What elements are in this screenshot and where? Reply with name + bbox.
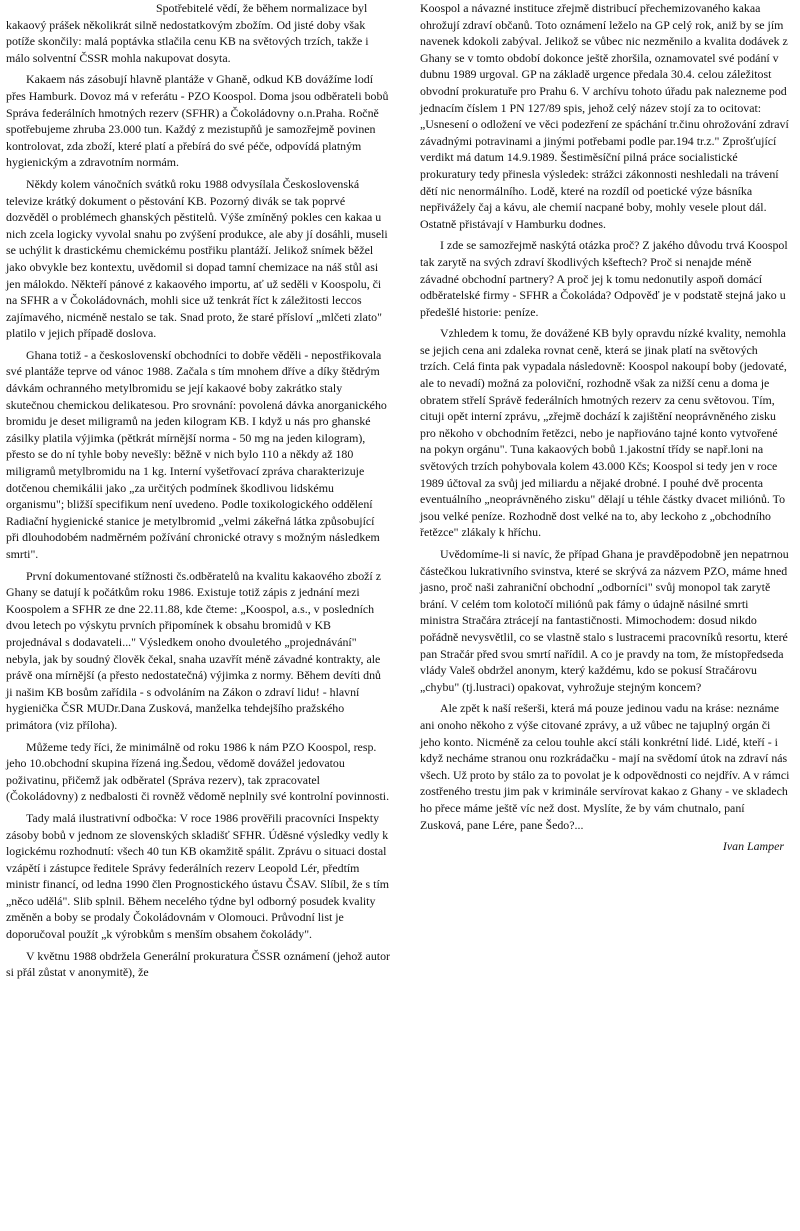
paragraph: Koospol a návazné instituce zřejmě distribucí přechemizovaného kakaa ohrožují zdraví občanů. Toto oznámení leželo na GP celý rok, aniž by se jím navenek kdokoli zabýval. Jelikož se vůbec nic nezměnilo a kvalita dodávek z Ghany se v tomto období dokonce ještě zhoršila, oznamovatel své podání v dubnu 1989 urgoval. GP na základě urgence předala 30.4. celou záležitost obvodní prokuratuře pro Prahu 6. V archívu tohoto úřadu pak nalezneme pod jednacím číslem 1 PN 127/89 spis, jehož celý název stojí za to ocitovat: „Usnesení o odložení ve věci podezření ze spáchání tr.činu ohrožování zdraví závadnými potravinami a jinými potřebami podle par.194 tr.z." Zprošťující verdikt má datum 14.9.1989. Šestiměsíční pilná práce socialistické prokuratury tedy přinesla výsledek: strážci zákonnosti neshledali na trávení dětí nic nenormálního. Lodě, které na rozdíl od poetické výze básníka nepřivážely čaj a kávu, ale chemií nacpané boby, mohly vesele plout dál. Ostatně přistávají v Hamburku dodnes. [420, 1, 789, 231]
right-column [420, 0, 794, 855]
paragraph: Můžeme tedy říci, že minimálně od roku 1986 k nám PZO Koospol, resp. jeho 10.obchodní skupina řízená ing.Šedou, vědomě dovážel jedovatou poživatinu, přičemž jak odběratel (Správa rezerv), tak zpracovatel (Čokoládovny) z nedbalosti či rovněž vědomě neplnily své kontrolní povinnosti. [6, 739, 390, 804]
paragraph: Uvědomíme-li si navíc, že případ Ghana je pravděpodobně jen nepatrnou částečkou lukrativního svinstva, které se skrývá za názvem PZO, máme hned jasno, proč naši zahraniční obchodní „odborníci" svůj monopol tak zarytě brání. V celém tom kolotočí miliónů pak fámy o údajně násilné smrti ministra Stračára ztrácejí na fantastičnosti. Mimochodem: dosud nikdo pořádně nevysvětlil, co se vlastně stalo s lustracemi pracovníků resortu, které pan Stračár před svou smrtí nařídil. A co je pravdy na tom, že místopředseda vlády Valeš obdržel anonym, který každému, kdo se pokusí Stračárovu „chybu" (tj.lustraci) opakovat, vyhrožuje stejným koncem? [420, 547, 789, 694]
paragraph: Ghana totiž - a československí obchodníci to dobře věděli - nepostřikovala své plantáže teprve od vánoc 1988. Začala s tím mnohem dříve a díky štědrým dávkám ochranného metylbromidu se její kakaové boby zakrátko staly skutečnou chemickou delikatesou. Pro srovnání: povolená dávka anorganického bromidu je deset miligramů na jeden kilogram KB. I když u nás pro ghanské zásilky platila výjimka (pětkrát mírnější norma - 50 mg na jeden kilogram), přesto se do ní tyhle boby nevešly: běžně v nich bylo 110 a někdy až 180 miligramů metylbromidu na 1 kg. Interní vyšetřovací zpráva charakterizuje dotčenou chemikálii jako „za určitých podmínek škodlivou lidskému organismu"; bližší specifikum není uvedeno. Podle toxikologického oddělení Radiační hygienické stanice je metylbromid „velmi zákeřná látka způsobující při dlouhodobém nadměrném požívání chronické otravy s možným následkem smrti". [6, 347, 387, 561]
paragraph: Tady malá ilustrativní odbočka: V roce 1986 prověřili pracovníci Inspekty zásoby bobů v jednom ze slovenských skladišť SFHR. Úděsné výsledky vedly k logickému rozhodnutí: všech 40 tun KB okamžitě spálit. Zprávu o situaci dostal vzápětí i zástupce ředitele Správy federálních rezerv Leopold Lér, předtím ministr financí, od ledna 1990 člen Prognostického ústavu ČSAV. Slíbil, že s tím „něco udělá". Slib splnil. Během necelého týdne byl odborný posudek kvality změněn a boby se prodaly Čokoládovnám v Olomouci. Průvodní list je doporučoval použít „k výrobkům s menším obsahem čokolády". [6, 810, 390, 942]
paragraph: Spotřebitelé vědí, že během normalizace byl kakaový prášek několikrát silně nedostatkovým zbožím. Od jisté doby však potíže skončily: malá poptávka stlačila cenu KB na světových trzích, takže i málo solventní ČSSR mohla nakupovat dosyta. [6, 1, 369, 65]
paragraph: I zde se samozřejmě naskýtá otázka proč? Z jakého důvodu trvá Koospol tak zarytě na svých zdraví škodlivých kšeftech? Proč si nenajde méně závadné obchodní partnery? A proč jej k tomu nedonutily aspoň domácí odběratelské firmy - SFHR a Čokoláda? Odpověď je v podstatě stejná jako u předešlé historie: peníze. [420, 238, 788, 319]
paragraph: Vzhledem k tomu, že dovážené KB byly opravdu nízké kvality, nemohla se jejich cena ani zdaleka rovnat ceně, která se jinak platí na světových trzích. Celá finta pak vypadala následovně: Koospol nakoupí boby (jedovaté, ale to nevadí) možná za poloviční, rozhodně však za nižší cenu a doma je obratem střelí Správě federálních hmotných rezerv za cenu světovou. Tím, cituji opět interní zprávu, „zřejmě dochází k zajištění neoprávněného zisku pro někoho v obchodním řetězci, nebo je napřiováno tajné konto vytvořené na pokyn orgánu". Tuna kakaových bobů 1.jakostní třídy se např.loni na světových trzích pohybovala kolem 43.000 Kčs; Koospol si tedy jen v roce 1989 účtoval za svůj jed miliardu a nějaké drobné. I pouhé dvě procenta eventuálního „neoprávněného zisku" dělají u téhle částky dvacet miliónů. To jsou velké peníze. Rozhodně dost velké na to, aby leckoho z „obchodního řetězce" zlákaly k hříchu. [420, 326, 787, 540]
paragraph: V květnu 1988 obdržela Generální prokuratura ČSSR oznámení (jehož autor si přál zůstat v anonymitě), že [6, 948, 390, 980]
author-signature: Ivan Lamper [722, 839, 784, 854]
paragraph: Kakaem nás zásobují hlavně plantáže v Ghaně, odkud KB dovážíme lodí přes Hamburk. Dovoz má v referátu - PZO Koospol. Doma jsou odběrateli bobů Správa federálních hmotných rezerv (SFHR) a Čokoládovny o.n.Praha. Ročně spotřebujeme zhruba 23.000 tun. Každý z mezistupňů je samozřejmě povinen kontrolovat, zda zboží, které platí a přebírá do své péče, odpovídá platným hygienickým a zdravotním normám. [6, 72, 389, 170]
paragraph: Někdy kolem vánočních svátků roku 1988 odvysílala Československá televize krátký dokument o pěstování KB. Pozorný divák se tak poprvé dozvěděl o problémech ghanských pěstitelů. Výše zmíněný pokles cen kakaa u nich zcela logicky vyvolal snahu po zvýšení produkce, ale aby jí dosáhli, museli se uchýlit k drastickému chemickému postřiku plantáží. Jelikož snímek běžel jako obvykle bez kontextu, uvědomil si dopad tamní chemizace na náš stůl asi jen málokdo. Někteří pánové z kakaového importu, ať už seděli v Koospolu, či na SFHR a v Čokoládovnách, mohli sice už tenkrát říct k záležitosti leccos zajímavého, nicméně nestalo se tak. Snad proto, že staré přísloví „mlčeti zlato" platilo v jejich případě doslova. [6, 176, 388, 341]
left-column [6, 0, 398, 986]
paragraph: První dokumentované stížnosti čs.odběratelů na kvalitu kakaového zboží z Ghany se datují k počátkům roku 1986. Existuje totiž zápis z jednání mezi Koospolem a SFHR ze dne 22.11.88, kde čteme: „Koospol, a.s., v posledních dvou letech po výskytu prvních připomínek k obsahu bromidů v KB projednával s dodavateli..." Výsledkem onoho dvouletého „projednávání" nebyla, jak by soudný člověk čekal, snaha uzavřít méně závadné kontrakty, ale právě ona mírnější (a přesto nedostatečná) výjimka z normy. Během devíti dnů ji našim KB bosům zařídila - s odvoláním na Zákon o zdraví lidu! - hlavní hygienička ČSR MUDr.Dana Zusková, manželka tehdejšího pražského primátora (viz příloha). [6, 568, 381, 732]
paragraph: Ale zpět k naší rešerši, která má pouze jedinou vadu na kráse: neznáme ani onoho někoho z výše citované zprávy, a už vůbec ne tajuplný orgán či jeho konto. Nicméně za celou touhle akcí stáli konkrétní lidé. Lidé, kteří - i když necháme stranou onu rozkrádačku - mají na svědomí útok na zdraví nás všech. Už proto by stálo za to povolat je k odpovědnosti co nejdřív. A v rámci zostřeného trestu jim pak v kriminále servírovat kakao z Ghany - ve skladech ho přece máme ještě víc než dost. Myslíte, že by vám chutnalo, paní Zusková, pane Lére, pane Šedo?... [420, 701, 790, 832]
